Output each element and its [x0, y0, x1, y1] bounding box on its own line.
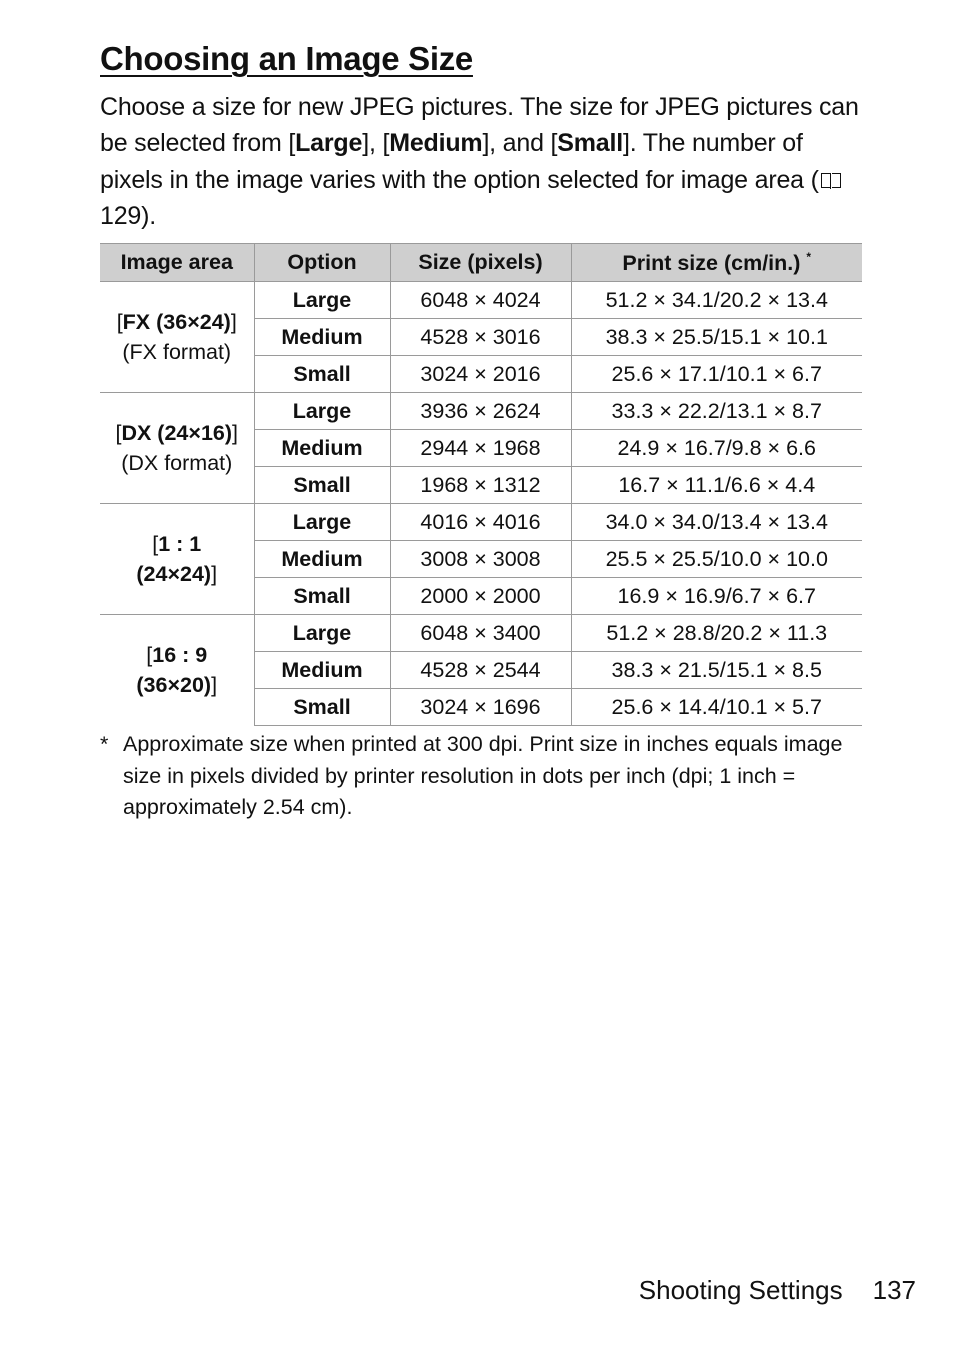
option-cell: Small	[254, 467, 390, 504]
size-cell: 3024 × 1696	[390, 689, 571, 726]
area-name: 1 : 1	[158, 532, 202, 556]
area-name: FX (36×24)	[122, 310, 231, 334]
option-cell: Medium	[254, 652, 390, 689]
table-row	[100, 504, 862, 541]
area-bracket-open: [	[115, 421, 122, 445]
header-option: Option	[254, 244, 390, 282]
option-cell: Large	[254, 615, 390, 652]
page-footer	[639, 1275, 916, 1306]
image-area-cell	[100, 615, 254, 726]
intro-paragraph	[100, 89, 860, 234]
page-number: 137	[872, 1275, 916, 1305]
size-cell: 6048 × 3400	[390, 615, 571, 652]
option-cell: Medium	[254, 430, 390, 467]
size-cell: 4528 × 2544	[390, 652, 571, 689]
size-cell: 1968 × 1312	[390, 467, 571, 504]
size-cell: 3024 × 2016	[390, 356, 571, 393]
footnote-asterisk: *	[100, 732, 109, 756]
area-bracket-open: [	[152, 532, 159, 556]
size-cell: 4016 × 4016	[390, 504, 571, 541]
area-format: (FX format)	[122, 340, 232, 364]
print-size-cell: 38.3 × 25.5/15.1 × 10.1	[571, 319, 862, 356]
print-size-cell: 24.9 × 16.7/9.8 × 6.6	[571, 430, 862, 467]
area-bracket-close: ]	[230, 310, 237, 334]
print-size-cell: 51.2 × 28.8/20.2 × 11.3	[571, 615, 862, 652]
image-area-cell	[100, 282, 254, 393]
print-size-cell: 38.3 × 21.5/15.1 × 8.5	[571, 652, 862, 689]
table-header-row	[100, 244, 862, 282]
footnote	[100, 729, 860, 824]
area-dimensions: (24×24)	[136, 562, 212, 586]
option-large-ref: Large	[295, 129, 363, 158]
table-row	[100, 282, 862, 319]
size-cell: 2000 × 2000	[390, 578, 571, 615]
area-bracket-open: [	[116, 310, 123, 334]
area-dimensions: (36×20)	[136, 673, 212, 698]
print-size-cell: 16.7 × 11.1/6.6 × 4.4	[571, 467, 862, 504]
size-cell: 4528 × 3016	[390, 319, 571, 356]
print-size-cell: 51.2 × 34.1/20.2 × 13.4	[571, 282, 862, 319]
intro-text-5: ).	[141, 201, 156, 230]
print-size-cell: 25.5 × 25.5/10.0 × 10.0	[571, 541, 862, 578]
header-size-pixels: Size (pixels)	[390, 244, 571, 282]
option-cell: Large	[254, 504, 390, 541]
option-medium-ref: Medium	[389, 129, 483, 158]
area-bracket-close: ]	[211, 673, 218, 698]
size-cell: 2944 × 1968	[390, 430, 571, 467]
print-size-cell: 25.6 × 14.4/10.1 × 5.7	[571, 689, 862, 726]
area-name: 16 : 9	[152, 643, 208, 668]
table-row	[100, 393, 862, 430]
option-cell: Large	[254, 393, 390, 430]
book-icon	[821, 173, 841, 189]
area-bracket-close: ]	[211, 562, 218, 586]
footer-section-title: Shooting Settings	[638, 1275, 843, 1305]
print-size-cell: 33.3 × 22.2/13.1 × 8.7	[571, 393, 862, 430]
option-cell: Medium	[254, 541, 390, 578]
table-body	[100, 282, 862, 726]
print-size-cell: 16.9 × 16.9/6.7 × 6.7	[571, 578, 862, 615]
page-reference[interactable]: 129	[100, 201, 142, 230]
size-cell: 3008 × 3008	[390, 541, 571, 578]
intro-text-3: ], and [	[482, 129, 558, 158]
area-bracket-open: [	[146, 643, 153, 668]
option-cell: Small	[254, 578, 390, 615]
header-print-size: Print size (cm/in.) *	[571, 244, 862, 282]
option-cell: Small	[254, 356, 390, 393]
image-area-cell	[100, 393, 254, 504]
area-name: DX (24×16)	[121, 421, 233, 445]
print-size-cell: 34.0 × 34.0/13.4 × 13.4	[571, 504, 862, 541]
intro-text-4: ]. The number of pixels in the image varies with the option selected for image area (	[100, 129, 819, 194]
table-row	[100, 615, 862, 652]
option-cell: Medium	[254, 319, 390, 356]
intro-text-2: ], [	[362, 129, 390, 158]
area-bracket-close: ]	[232, 421, 238, 445]
print-size-cell: 25.6 × 17.1/10.1 × 6.7	[571, 356, 862, 393]
image-area-cell	[100, 504, 254, 615]
footnote-text: Approximate size when printed at 300 dpi. Print size in inches equals image size in pixels divided by printer resolution in dots per inch (dpi; 1 inch = approximately 2.54 cm).	[123, 732, 843, 819]
option-cell: Small	[254, 689, 390, 726]
footnote-mark: *	[806, 249, 812, 264]
header-image-area: Image area	[100, 244, 254, 282]
area-format: (DX format)	[121, 451, 233, 475]
intro-text-1: Choose a size for new JPEG pictures. The size for JPEG pictures can be selected from [	[100, 93, 859, 158]
size-cell: 3936 × 2624	[390, 393, 571, 430]
page-title: Choosing an Image Size	[100, 40, 473, 77]
size-cell: 6048 × 4024	[390, 282, 571, 319]
option-small-ref: Small	[557, 129, 623, 158]
image-size-table	[100, 243, 862, 726]
option-cell: Large	[254, 282, 390, 319]
